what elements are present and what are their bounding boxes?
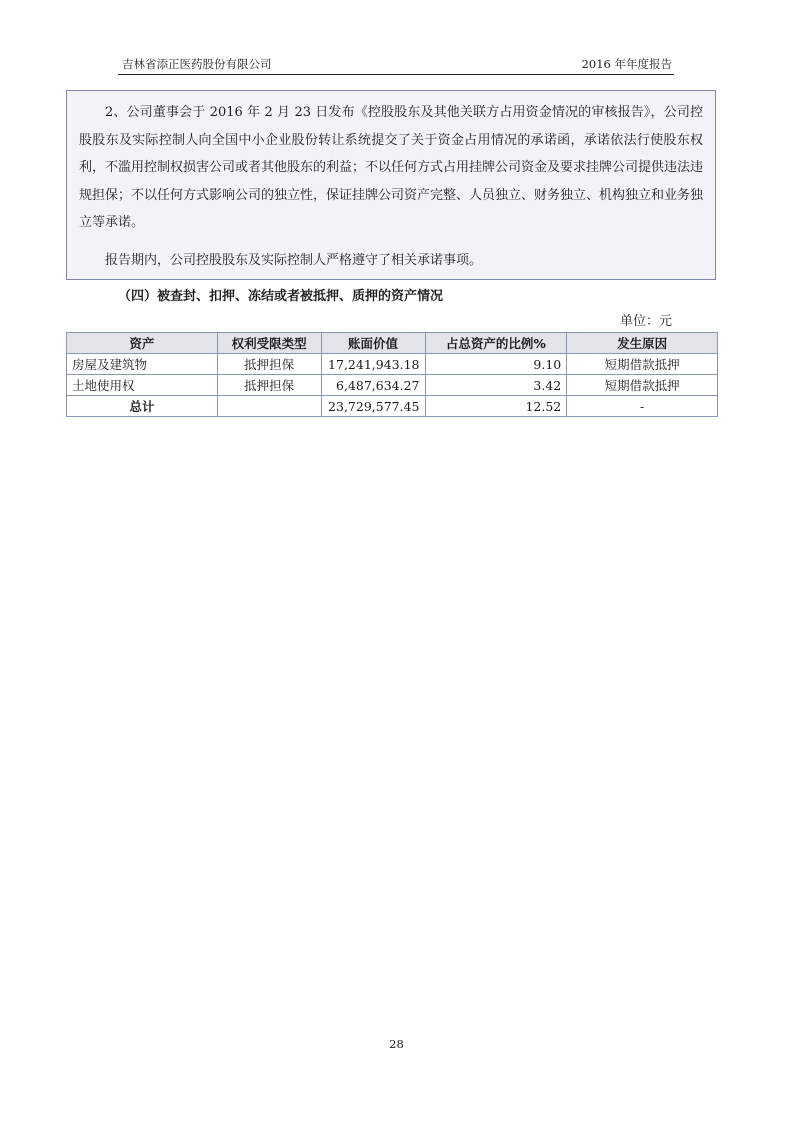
header-restriction-type: 权利受限类型 [217,333,321,354]
cell-restriction-type: 抵押担保 [217,354,321,375]
page-number: 28 [389,1037,404,1051]
header-book-value: 账面价值 [321,333,425,354]
cell-ratio: 9.10 [425,354,567,375]
cell-total-ratio: 12.52 [425,396,567,417]
cell-total-label: 总计 [67,396,218,417]
commitment-paragraph: 2、公司董事会于 2016 年 2 月 23 日发布《控股股东及其他关联方占用资金情况的审核报告》，公司控股股东及实际控制人向全国中小企业股份转让系统提交了关于资金占用情况的承诺函，承诺依法行使股东权利，不滥用控制权损害公司或者其他股东的利益；不以任何方式占用挂牌公司资金及要求挂牌公司提供违法违规担保；不以任何方式影响公司的独立性，保证挂牌公司资产完整、人员独立、财务独立、机构独立和业务独立等承诺。 [79,105,704,230]
cell-total-reason: - [567,396,718,417]
unit-label: 单位：元 [620,314,673,329]
cell-total-book-value: 23,729,577.45 [321,396,425,417]
cell-restriction-type: 抵押担保 [217,375,321,396]
restricted-assets-table [66,332,718,417]
cell-reason: 短期借款抵押 [567,354,718,375]
header-asset: 资产 [67,333,218,354]
table-row [67,354,718,375]
company-name: 吉林省添正医药股份有限公司 [122,57,272,71]
cell-book-value: 6,487,634.27 [321,375,425,396]
table-total-row [67,396,718,417]
table-header-row [67,333,718,354]
header-ratio: 占总资产的比例% [425,333,567,354]
cell-asset: 土地使用权 [67,375,218,396]
cell-asset: 房屋及建筑物 [67,354,218,375]
table-row [67,375,718,396]
cell-total-restriction-type [217,396,321,417]
section-title: （四）被查封、扣押、冻结或者被抵押、质押的资产情况 [118,289,444,304]
header-reason: 发生原因 [567,333,718,354]
report-title: 2016 年年度报告 [581,57,672,71]
commitment-box [66,90,716,280]
cell-reason: 短期借款抵押 [567,375,718,396]
commitment-compliance-paragraph: 报告期内，公司控股股东及实际控制人严格遵守了相关承诺事项。 [105,252,483,268]
cell-book-value: 17,241,943.18 [321,354,425,375]
cell-ratio: 3.42 [425,375,567,396]
page-header [118,56,674,75]
